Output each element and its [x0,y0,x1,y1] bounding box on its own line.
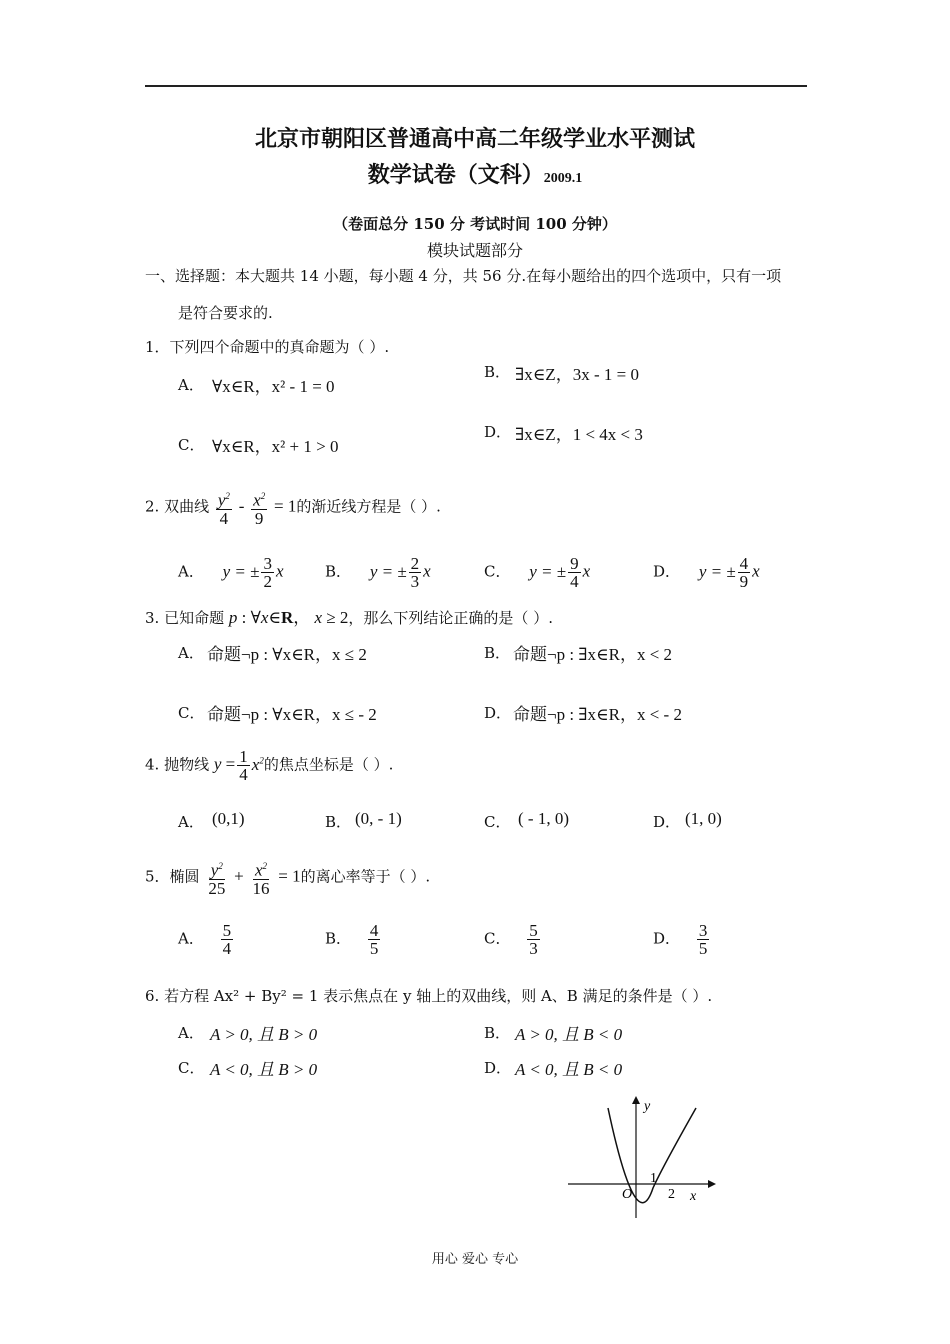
q3-stem-post: ，那么下列结论正确的是（ ）. [348,609,553,627]
q1-option-b: ∃x∈Z，3x - 1 = 0 [515,365,639,384]
q3-label-c: C． [178,704,205,722]
q4-option-b: (0, - 1) [355,809,402,828]
q2-opt-d-y: y = ± [698,561,736,581]
q5-label-b: B． [325,929,352,948]
q3-option-b: 命题¬p : ∃x∈R，x < 2 [513,645,673,664]
q5-plus: + [234,866,244,886]
q5-label-c: C． [484,929,511,948]
q4-label-c: C． [484,813,511,831]
q3-option-a: 命题¬p : ∀x∈R，x ≤ 2 [207,645,367,664]
q1-label-d: D． [484,423,512,441]
q2-label-b: B． [325,562,352,581]
q6-option-d: A < 0, 且 B < 0 [515,1060,623,1079]
q6-label-a: A． [178,1024,204,1042]
q6-option-a: A > 0, 且 B > 0 [210,1025,318,1044]
q2-stem-pre: 2. 双曲线 [145,497,210,516]
q6-label-c: C． [178,1059,205,1077]
section-title: 模块试题部分 [426,241,523,260]
q1-option-a: ∀x∈R，x² - 1 = 0 [212,377,335,396]
q2-frac-b [409,555,422,590]
exam-meta: （卷面总分 150 分 考试时间 100 分钟） [333,215,617,233]
y-axis-label: y [644,1099,651,1114]
q2-opt-c-x: x [582,561,591,581]
q2-frac-d-den: 9 [739,572,749,591]
q2-frac-b-den: 3 [410,572,420,591]
q6-stem: 6. 若方程 Ax² + By² = 1 表示焦点在 y 轴上的双曲线，则 A、B 满足的条件是（ ）. [145,987,713,1005]
q2-opt-d-x: x [752,561,760,581]
q2-frac-d [738,555,751,590]
q2-eq-1: = 1 [273,496,297,516]
top-rule [145,85,807,87]
q5-frac-y2-25: $\frac{y^2}{25}$ [206,858,227,897]
q4-stem-post: 的焦点坐标是（ ）. [263,755,394,774]
y-axis-arrow [632,1096,640,1104]
q2-opt-c-y: y = ± [529,561,567,581]
q5-eq-1: = 1 [278,866,301,886]
q1-label-c: C． [178,436,205,454]
q4-stem-pre: 4. 抛物线 [145,755,210,774]
origin-label: O [622,1187,633,1202]
subtitle-text: 数学试卷（文科） [367,163,544,188]
q1-label-b: B． [484,363,511,381]
q2-frac-a-den: 2 [263,572,272,591]
q2-option-b [325,555,431,590]
q1-option-c: ∀x∈R，x² + 1 > 0 [212,437,339,456]
q5-frac-d-den: 5 [698,939,708,958]
tick-label-1: 1 [650,1171,657,1186]
page-footer: 用心 爱心 专心 [431,1252,519,1267]
q2-frac-x2-9: $\frac{x^2}{9}$ [251,488,267,527]
q1-option-d: ∃x∈Z，1 < 4x < 3 [515,425,643,444]
intro-line-1: 一、选择题：本大题共 14 小题，每小题 4 分，共 56 分.在每小题给出的四个选项中，只有一项 [145,267,782,285]
q5-frac-c-num: 5 [529,921,538,940]
q5-frac-b-num: 4 [369,921,379,940]
q3-proposition: p : ∀x∈R， x ≥ 2 [228,608,349,627]
q2-label-a: A． [178,562,204,581]
q5-frac-b [368,922,381,957]
q2-stem [145,488,441,527]
q4-option-a: (0,1) [212,809,245,828]
q2-opt-b-y: y = ± [369,561,407,581]
q1-stem: 1．下列四个命题中的真命题为（ ）. [145,338,390,356]
intro-line-2: 是符合要求的. [178,304,273,322]
q5-frac-x2-16: $\frac{x^2}{16}$ [250,858,271,897]
q2-minus: - [238,496,245,516]
q2-option-a [178,555,284,590]
q2-frac-a [261,555,274,590]
q2-label-d: D． [653,562,681,581]
q4-x2: $x^2$ [251,754,264,774]
q5-frac-c [527,922,540,957]
q4-option-d: (1, 0) [685,809,722,828]
q2-frac-a-num: 3 [263,554,272,573]
q3-option-c: 命题¬p : ∀x∈R，x ≤ - 2 [207,705,377,724]
x-axis-arrow [708,1180,716,1188]
q3-stem [145,603,553,628]
q5-stem [145,858,430,897]
tick-label-2: 2 [668,1187,675,1202]
q3-option-d: 命题¬p : ∃x∈R，x < - 2 [513,705,682,724]
q5-frac-a [221,922,234,957]
q6-option-c: A < 0, 且 B > 0 [210,1060,318,1079]
q2-frac-b-num: 2 [410,554,420,573]
q5-option-b [325,922,382,957]
q5-label-d: D． [653,929,681,948]
q3-label-b: B． [484,644,511,662]
q6-label-b: B． [484,1024,511,1042]
exam-year: 2009.1 [543,171,583,186]
q5-option-c [484,922,542,957]
q3-label-d: D． [484,704,512,722]
q2-frac-c [568,555,581,590]
x-axis-label: x [690,1189,697,1204]
q3-stem-pre: 3. 已知命题 [145,609,225,627]
q5-stem-pre: 5．椭圆 [145,867,200,886]
q5-frac-a-num: 5 [222,921,232,940]
q2-opt-a-x: x [275,561,284,581]
page-title: 北京市朝阳区普通高中高二年级学业水平测试 [254,127,695,152]
q2-frac-c-num: 9 [570,554,579,573]
q2-frac-d-num: 4 [739,554,749,573]
q4-eq-lhs: y = [213,754,236,774]
q2-option-d [653,555,760,590]
q5-frac-d [697,922,710,957]
q5-label-a: A． [178,929,204,948]
q4-option-c: ( - 1, 0) [518,809,569,828]
parabola-graph [560,1090,720,1220]
q1-label-a: A． [178,376,204,394]
q2-frac-c-den: 4 [570,572,579,591]
q2-stem-post: 的渐近线方程是（ ）. [296,497,441,516]
q5-frac-b-den: 5 [369,939,379,958]
q5-frac-a-den: 4 [222,939,232,958]
q4-label-a: A． [178,813,204,831]
q4-label-b: B． [325,813,352,831]
q5-option-d [653,922,711,957]
q3-label-a: A． [178,644,204,662]
q4-stem [145,748,393,783]
q2-option-c [484,555,590,590]
q2-opt-b-x: x [423,561,431,581]
q5-stem-post: 的离心率等于（ ）. [300,867,431,886]
q6-label-d: D． [484,1059,512,1077]
q5-frac-d-num: 3 [698,921,708,940]
q5-frac-c-den: 3 [529,939,538,958]
q2-frac-y2-4: $\frac{y^2}{4}$ [216,488,232,527]
q6-option-b: A > 0, 且 B < 0 [515,1025,623,1044]
q2-label-c: C． [484,562,511,581]
q4-frac-quarter: $\frac{1}{4}$ [239,747,248,784]
q4-label-d: D． [653,813,681,831]
q2-opt-a-y: y = ± [222,561,260,581]
q5-option-a [178,922,235,957]
exam-subtitle [0,158,950,189]
